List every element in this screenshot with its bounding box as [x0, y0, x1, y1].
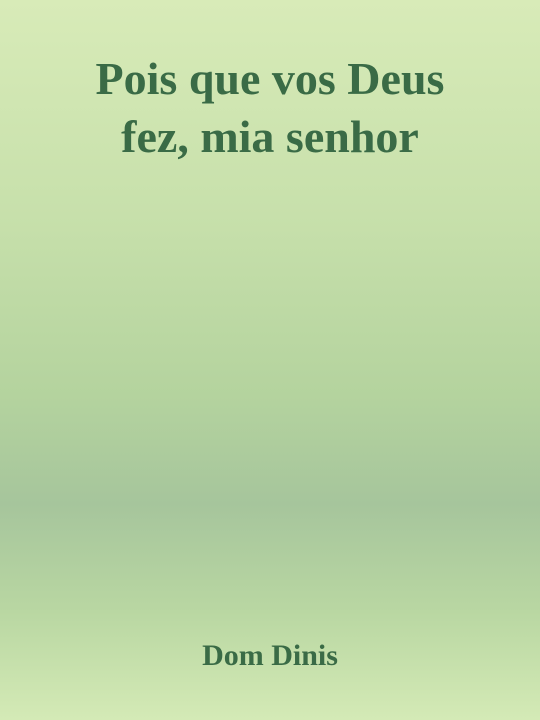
book-title: [0, 50, 540, 166]
book-title-line-2: fez, mia senhor: [121, 111, 419, 162]
book-author: Dom Dinis: [202, 639, 338, 672]
book-title-line-1: Pois que vos Deus: [95, 53, 445, 104]
